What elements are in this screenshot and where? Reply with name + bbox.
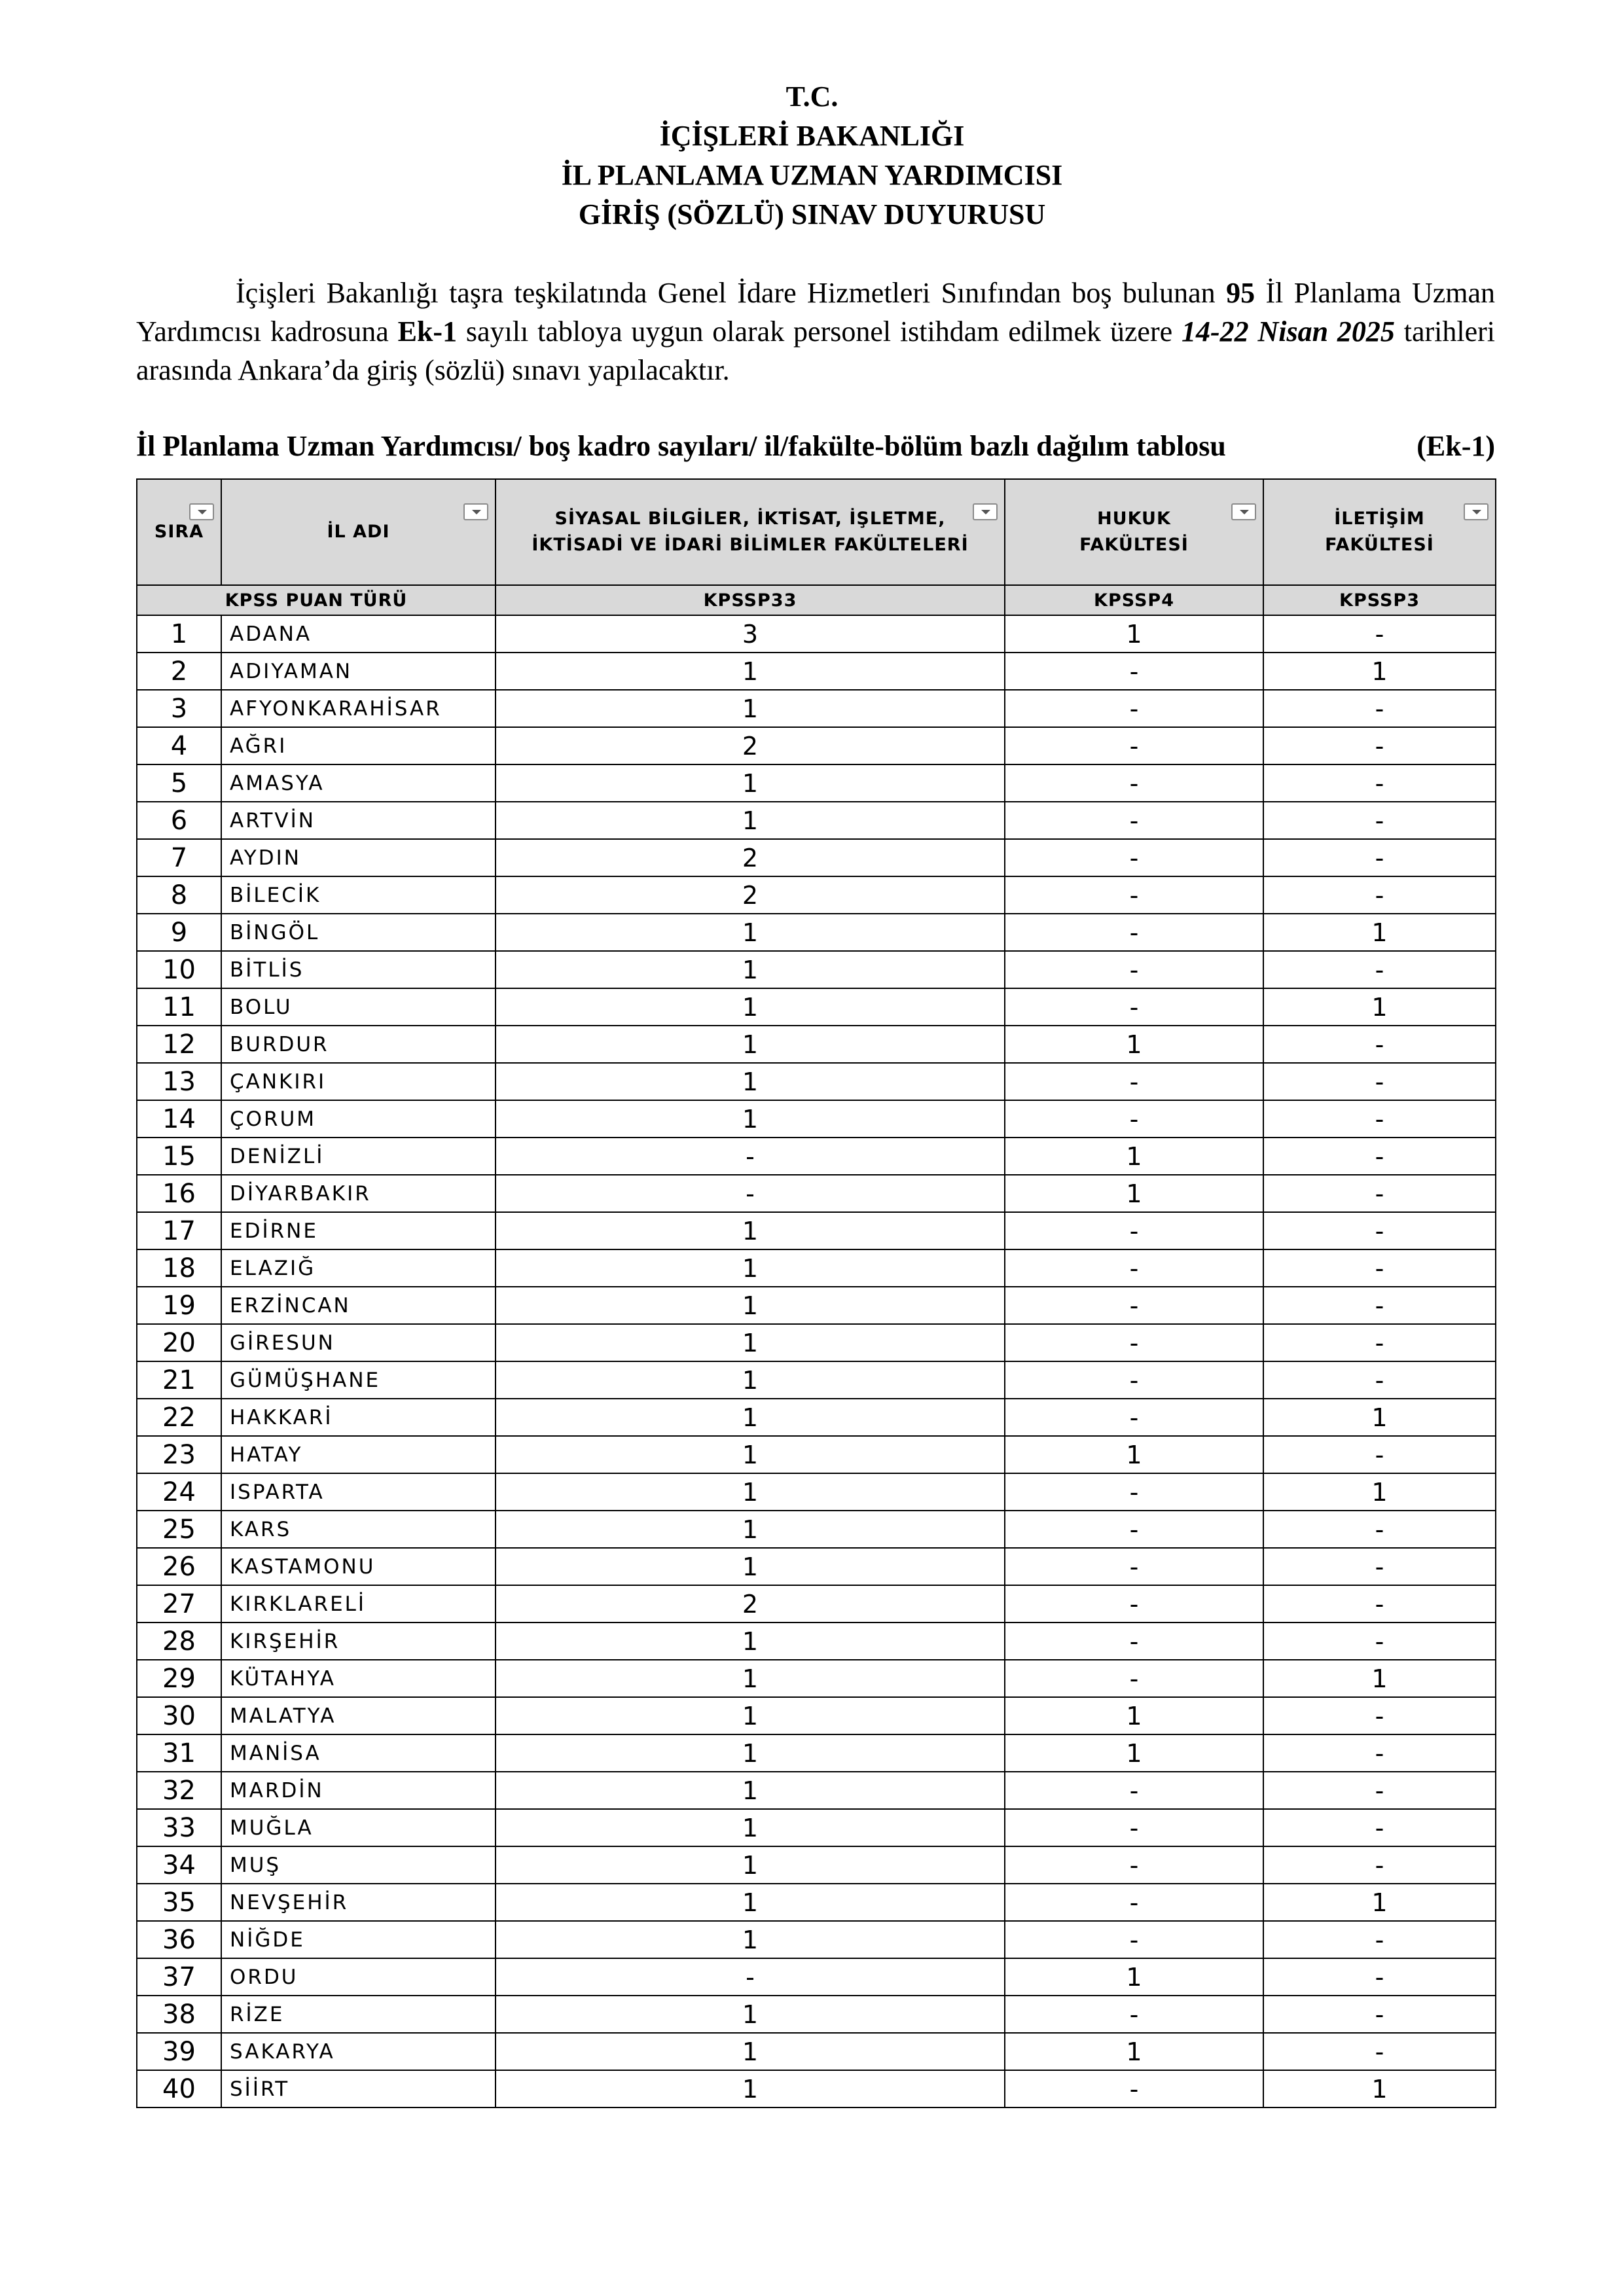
row-il-name: ORDU (221, 1958, 496, 1996)
table-caption (136, 427, 1495, 466)
row-iletisim-count: 1 (1263, 1660, 1496, 1697)
row-il-name: ADIYAMAN (221, 653, 496, 690)
row-hukuk-count: - (1005, 1212, 1263, 1249)
row-siyasal-count: 1 (496, 1399, 1005, 1436)
row-iletisim-count: - (1263, 615, 1496, 653)
row-hukuk-count: - (1005, 1921, 1263, 1958)
row-hukuk-count: 1 (1005, 1436, 1263, 1473)
row-hukuk-count: - (1005, 690, 1263, 727)
row-sira: 12 (137, 1026, 221, 1063)
row-iletisim-count: - (1263, 1996, 1496, 2033)
table-row (137, 876, 1496, 914)
row-siyasal-count: 1 (496, 1884, 1005, 1921)
row-sira: 22 (137, 1399, 221, 1436)
row-sira: 9 (137, 914, 221, 951)
table-row (137, 2070, 1496, 2108)
row-il-name: ELAZIĞ (221, 1249, 496, 1287)
row-sira: 11 (137, 988, 221, 1026)
row-il-name: MALATYA (221, 1697, 496, 1734)
row-iletisim-count: - (1263, 764, 1496, 802)
row-siyasal-count: 1 (496, 1697, 1005, 1734)
col-header-iletisim-line2: FAKÜLTESİ (1325, 535, 1434, 555)
row-siyasal-count: 2 (496, 727, 1005, 764)
table-row (137, 690, 1496, 727)
table-row (137, 1772, 1496, 1809)
row-siyasal-count: 1 (496, 914, 1005, 951)
table-row (137, 1884, 1496, 1921)
row-hukuk-count: - (1005, 1996, 1263, 2033)
intro-text-3: sayılı tabloya uygun olarak personel istihdam edilmek üzere (457, 315, 1182, 348)
header-line-announcement: GİRİŞ (SÖZLÜ) SINAV DUYURUSU (578, 198, 1046, 230)
col-header-sira-label: SIRA (154, 522, 204, 542)
row-iletisim-count: 1 (1263, 914, 1496, 951)
table-row (137, 1436, 1496, 1473)
row-siyasal-count: 1 (496, 951, 1005, 988)
row-siyasal-count: 1 (496, 653, 1005, 690)
table-row (137, 1399, 1496, 1436)
intro-text-4: tarihleri arasında Ankara’da giriş (sözlü) sınavı yapılacaktır. (136, 315, 1495, 386)
col-header-il (221, 479, 496, 585)
row-sira: 10 (137, 951, 221, 988)
row-siyasal-count: 1 (496, 1623, 1005, 1660)
row-hukuk-count: 1 (1005, 615, 1263, 653)
row-iletisim-count: - (1263, 727, 1496, 764)
row-sira: 5 (137, 764, 221, 802)
filter-dropdown-icon[interactable] (973, 503, 998, 520)
row-il-name: KIRKLARELİ (221, 1585, 496, 1623)
filter-dropdown-icon[interactable] (1464, 503, 1489, 520)
row-hukuk-count: 1 (1005, 2033, 1263, 2070)
row-iletisim-count: - (1263, 802, 1496, 839)
table-row (137, 1585, 1496, 1623)
table-row (137, 988, 1496, 1026)
row-il-name: MUĞLA (221, 1809, 496, 1846)
col-header-siyasal-line2: İKTİSADİ VE İDARİ BİLİMLER FAKÜLTELERİ (532, 535, 969, 555)
row-iletisim-count: 1 (1263, 1884, 1496, 1921)
row-siyasal-count: 1 (496, 1287, 1005, 1324)
row-il-name: GİRESUN (221, 1324, 496, 1361)
row-il-name: RİZE (221, 1996, 496, 2033)
row-sira: 24 (137, 1473, 221, 1511)
row-sira: 28 (137, 1623, 221, 1660)
row-siyasal-count: 1 (496, 1996, 1005, 2033)
row-iletisim-count: - (1263, 1175, 1496, 1212)
row-hukuk-count: - (1005, 1660, 1263, 1697)
row-siyasal-count: 1 (496, 1212, 1005, 1249)
row-hukuk-count: 1 (1005, 1138, 1263, 1175)
intro-exam-dates: 14-22 Nisan 2025 (1181, 315, 1395, 348)
row-il-name: NİĞDE (221, 1921, 496, 1958)
document-header (0, 77, 1624, 234)
row-sira: 19 (137, 1287, 221, 1324)
row-il-name: KARS (221, 1511, 496, 1548)
row-iletisim-count: 1 (1263, 988, 1496, 1026)
row-il-name: SAKARYA (221, 2033, 496, 2070)
row-siyasal-count: 1 (496, 1100, 1005, 1138)
table-row (137, 2033, 1496, 2070)
row-sira: 38 (137, 1996, 221, 2033)
row-siyasal-count: 1 (496, 1361, 1005, 1399)
row-il-name: KIRŞEHİR (221, 1623, 496, 1660)
row-iletisim-count: - (1263, 1623, 1496, 1660)
row-sira: 34 (137, 1846, 221, 1884)
row-il-name: ISPARTA (221, 1473, 496, 1511)
table-row (137, 1697, 1496, 1734)
table-row (137, 653, 1496, 690)
row-siyasal-count: 1 (496, 764, 1005, 802)
table-row (137, 1324, 1496, 1361)
row-il-name: BİNGÖL (221, 914, 496, 951)
row-il-name: ARTVİN (221, 802, 496, 839)
row-iletisim-count: - (1263, 951, 1496, 988)
row-sira: 2 (137, 653, 221, 690)
table-row (137, 1734, 1496, 1772)
row-sira: 17 (137, 1212, 221, 1249)
row-il-name: ERZİNCAN (221, 1287, 496, 1324)
row-iletisim-count: - (1263, 1063, 1496, 1100)
row-il-name: DENİZLİ (221, 1138, 496, 1175)
table-row (137, 1996, 1496, 2033)
table-row (137, 1026, 1496, 1063)
table-row (137, 1287, 1496, 1324)
row-sira: 14 (137, 1100, 221, 1138)
row-iletisim-count: - (1263, 690, 1496, 727)
row-sira: 6 (137, 802, 221, 839)
row-il-name: ÇORUM (221, 1100, 496, 1138)
row-sira: 30 (137, 1697, 221, 1734)
row-iletisim-count: 1 (1263, 2070, 1496, 2108)
table-row (137, 1958, 1496, 1996)
row-hukuk-count: - (1005, 802, 1263, 839)
row-il-name: MARDİN (221, 1772, 496, 1809)
table-row (137, 1361, 1496, 1399)
row-siyasal-count: 1 (496, 1660, 1005, 1697)
row-iletisim-count: - (1263, 1361, 1496, 1399)
intro-position-count: 95 (1226, 277, 1255, 309)
row-sira: 29 (137, 1660, 221, 1697)
row-il-name: ADANA (221, 615, 496, 653)
row-hukuk-count: - (1005, 653, 1263, 690)
row-iletisim-count: - (1263, 1249, 1496, 1287)
row-hukuk-count: - (1005, 1324, 1263, 1361)
row-il-name: AĞRI (221, 727, 496, 764)
row-iletisim-count: - (1263, 1138, 1496, 1175)
intro-text-1: İçişleri Bakanlığı taşra teşkilatında Genel İdare Hizmetleri Sınıfından boş bulunan (236, 277, 1227, 309)
row-il-name: EDİRNE (221, 1212, 496, 1249)
row-iletisim-count: - (1263, 1734, 1496, 1772)
row-il-name: HATAY (221, 1436, 496, 1473)
row-iletisim-count: - (1263, 839, 1496, 876)
row-iletisim-count: - (1263, 876, 1496, 914)
row-sira: 37 (137, 1958, 221, 1996)
table-body (137, 615, 1496, 2108)
row-sira: 35 (137, 1884, 221, 1921)
row-sira: 26 (137, 1548, 221, 1585)
col-header-iletisim (1263, 479, 1496, 585)
row-il-name: AYDIN (221, 839, 496, 876)
row-iletisim-count: - (1263, 1958, 1496, 1996)
row-il-name: MUŞ (221, 1846, 496, 1884)
intro-paragraph (136, 274, 1495, 389)
row-hukuk-count: - (1005, 1361, 1263, 1399)
row-iletisim-count: - (1263, 1511, 1496, 1548)
row-hukuk-count: - (1005, 988, 1263, 1026)
row-hukuk-count: - (1005, 1884, 1263, 1921)
intro-annex-ref: Ek-1 (397, 315, 458, 348)
row-sira: 15 (137, 1138, 221, 1175)
row-iletisim-count: - (1263, 1585, 1496, 1623)
row-il-name: BURDUR (221, 1026, 496, 1063)
table-row (137, 951, 1496, 988)
row-hukuk-count: - (1005, 727, 1263, 764)
row-sira: 4 (137, 727, 221, 764)
row-il-name: BİLECİK (221, 876, 496, 914)
header-line-ministry: İÇİŞLERİ BAKANLIĞI (659, 120, 965, 152)
row-sira: 20 (137, 1324, 221, 1361)
row-il-name: ÇANKIRI (221, 1063, 496, 1100)
row-il-name: AMASYA (221, 764, 496, 802)
row-hukuk-count: 1 (1005, 1734, 1263, 1772)
row-hukuk-count: 1 (1005, 1175, 1263, 1212)
row-siyasal-count: 1 (496, 690, 1005, 727)
row-il-name: BİTLİS (221, 951, 496, 988)
row-iletisim-count: - (1263, 1436, 1496, 1473)
row-iletisim-count: 1 (1263, 653, 1496, 690)
row-iletisim-count: 1 (1263, 1399, 1496, 1436)
row-siyasal-count: 1 (496, 1436, 1005, 1473)
row-hukuk-count: - (1005, 1473, 1263, 1511)
row-siyasal-count: - (496, 1958, 1005, 1996)
row-sira: 39 (137, 2033, 221, 2070)
row-il-name: SİİRT (221, 2070, 496, 2108)
row-sira: 21 (137, 1361, 221, 1399)
col-header-hukuk (1005, 479, 1263, 585)
table-row (137, 1138, 1496, 1175)
row-hukuk-count: - (1005, 1287, 1263, 1324)
table-row (137, 1175, 1496, 1212)
col-header-il-label: İL ADI (327, 522, 390, 542)
row-siyasal-count: 1 (496, 1324, 1005, 1361)
row-iletisim-count: 1 (1263, 1473, 1496, 1511)
row-hukuk-count: - (1005, 1249, 1263, 1287)
row-hukuk-count: - (1005, 914, 1263, 951)
score-type-hukuk: KPSSP4 (1005, 585, 1263, 615)
row-hukuk-count: - (1005, 1548, 1263, 1585)
row-il-name: AFYONKARAHİSAR (221, 690, 496, 727)
score-type-siyasal: KPSSP33 (496, 585, 1005, 615)
score-type-row (137, 585, 1496, 615)
row-sira: 1 (137, 615, 221, 653)
table-row (137, 1809, 1496, 1846)
row-iletisim-count: - (1263, 1100, 1496, 1138)
table-row (137, 1212, 1496, 1249)
row-hukuk-count: - (1005, 951, 1263, 988)
row-hukuk-count: - (1005, 764, 1263, 802)
row-il-name: MANİSA (221, 1734, 496, 1772)
row-iletisim-count: - (1263, 1212, 1496, 1249)
row-hukuk-count: 1 (1005, 1958, 1263, 1996)
table-row (137, 1548, 1496, 1585)
row-hukuk-count: - (1005, 1623, 1263, 1660)
score-type-iletisim: KPSSP3 (1263, 585, 1496, 615)
row-siyasal-count: 1 (496, 1809, 1005, 1846)
col-header-siyasal-line1: SİYASAL BİLGİLER, İKTİSAT, İŞLETME, (554, 509, 946, 529)
row-hukuk-count: 1 (1005, 1697, 1263, 1734)
table-row (137, 1063, 1496, 1100)
vacancy-table (136, 478, 1496, 2108)
table-row (137, 839, 1496, 876)
table-row (137, 1100, 1496, 1138)
score-type-label: KPSS PUAN TÜRÜ (137, 585, 496, 615)
row-sira: 7 (137, 839, 221, 876)
filter-dropdown-icon[interactable] (1231, 503, 1256, 520)
col-header-iletisim-line1: İLETİŞİM (1334, 509, 1425, 529)
row-siyasal-count: 2 (496, 839, 1005, 876)
table-row (137, 764, 1496, 802)
row-iletisim-count: - (1263, 1548, 1496, 1585)
row-sira: 32 (137, 1772, 221, 1809)
row-sira: 25 (137, 1511, 221, 1548)
table-row (137, 1921, 1496, 1958)
row-siyasal-count: 1 (496, 802, 1005, 839)
row-siyasal-count: 3 (496, 615, 1005, 653)
table-row (137, 1511, 1496, 1548)
row-siyasal-count: 1 (496, 1846, 1005, 1884)
row-sira: 18 (137, 1249, 221, 1287)
row-siyasal-count: 1 (496, 1063, 1005, 1100)
row-il-name: KASTAMONU (221, 1548, 496, 1585)
row-hukuk-count: - (1005, 1100, 1263, 1138)
row-il-name: GÜMÜŞHANE (221, 1361, 496, 1399)
col-header-siyasal (496, 479, 1005, 585)
filter-dropdown-icon[interactable] (463, 503, 488, 520)
row-hukuk-count: 1 (1005, 1026, 1263, 1063)
col-header-hukuk-line2: FAKÜLTESİ (1079, 535, 1189, 555)
row-hukuk-count: - (1005, 1063, 1263, 1100)
row-siyasal-count: 1 (496, 1772, 1005, 1809)
row-hukuk-count: - (1005, 1511, 1263, 1548)
header-line-tc: T.C. (785, 81, 839, 113)
row-sira: 27 (137, 1585, 221, 1623)
row-sira: 13 (137, 1063, 221, 1100)
row-iletisim-count: - (1263, 1697, 1496, 1734)
row-iletisim-count: - (1263, 1809, 1496, 1846)
row-il-name: NEVŞEHİR (221, 1884, 496, 1921)
row-siyasal-count: - (496, 1138, 1005, 1175)
col-header-sira (137, 479, 221, 585)
row-il-name: BOLU (221, 988, 496, 1026)
row-siyasal-count: 1 (496, 1511, 1005, 1548)
row-hukuk-count: - (1005, 839, 1263, 876)
row-hukuk-count: - (1005, 1772, 1263, 1809)
row-siyasal-count: 1 (496, 1249, 1005, 1287)
table-row (137, 802, 1496, 839)
row-siyasal-count: 1 (496, 2033, 1005, 2070)
row-il-name: HAKKARİ (221, 1399, 496, 1436)
col-header-hukuk-line1: HUKUK (1097, 509, 1171, 529)
row-hukuk-count: - (1005, 876, 1263, 914)
table-row (137, 1660, 1496, 1697)
row-il-name: KÜTAHYA (221, 1660, 496, 1697)
row-iletisim-count: - (1263, 1287, 1496, 1324)
row-sira: 33 (137, 1809, 221, 1846)
header-line-position: İL PLANLAMA UZMAN YARDIMCISI (561, 159, 1063, 191)
row-siyasal-count: 1 (496, 2070, 1005, 2108)
row-il-name: DİYARBAKIR (221, 1175, 496, 1212)
table-row (137, 615, 1496, 653)
row-siyasal-count: 1 (496, 1548, 1005, 1585)
filter-dropdown-icon[interactable] (189, 503, 214, 520)
intro-text-2: İl Planlama Uzman Yardımcısı kadrosuna (136, 277, 1495, 348)
row-sira: 40 (137, 2070, 221, 2108)
row-sira: 16 (137, 1175, 221, 1212)
table-caption-annex: (Ek-1) (1416, 430, 1495, 462)
table-header-row (137, 479, 1496, 585)
row-siyasal-count: 2 (496, 1585, 1005, 1623)
row-iletisim-count: - (1263, 1026, 1496, 1063)
row-sira: 31 (137, 1734, 221, 1772)
table-row (137, 1249, 1496, 1287)
table-row (137, 914, 1496, 951)
row-hukuk-count: - (1005, 1809, 1263, 1846)
row-hukuk-count: - (1005, 1846, 1263, 1884)
table-caption-text: İl Planlama Uzman Yardımcısı/ boş kadro sayıları/ il/fakülte-bölüm bazlı dağılım tablosu (136, 430, 1226, 462)
row-siyasal-count: 1 (496, 1026, 1005, 1063)
row-sira: 23 (137, 1436, 221, 1473)
row-siyasal-count: - (496, 1175, 1005, 1212)
row-siyasal-count: 1 (496, 1473, 1005, 1511)
row-hukuk-count: - (1005, 2070, 1263, 2108)
row-siyasal-count: 2 (496, 876, 1005, 914)
row-siyasal-count: 1 (496, 1921, 1005, 1958)
table-row (137, 1846, 1496, 1884)
row-iletisim-count: - (1263, 1846, 1496, 1884)
table-row (137, 1473, 1496, 1511)
row-siyasal-count: 1 (496, 1734, 1005, 1772)
row-hukuk-count: - (1005, 1585, 1263, 1623)
row-iletisim-count: - (1263, 2033, 1496, 2070)
row-iletisim-count: - (1263, 1324, 1496, 1361)
row-sira: 8 (137, 876, 221, 914)
row-iletisim-count: - (1263, 1921, 1496, 1958)
row-iletisim-count: - (1263, 1772, 1496, 1809)
row-sira: 36 (137, 1921, 221, 1958)
row-sira: 3 (137, 690, 221, 727)
table-row (137, 1623, 1496, 1660)
row-hukuk-count: - (1005, 1399, 1263, 1436)
row-siyasal-count: 1 (496, 988, 1005, 1026)
table-row (137, 727, 1496, 764)
